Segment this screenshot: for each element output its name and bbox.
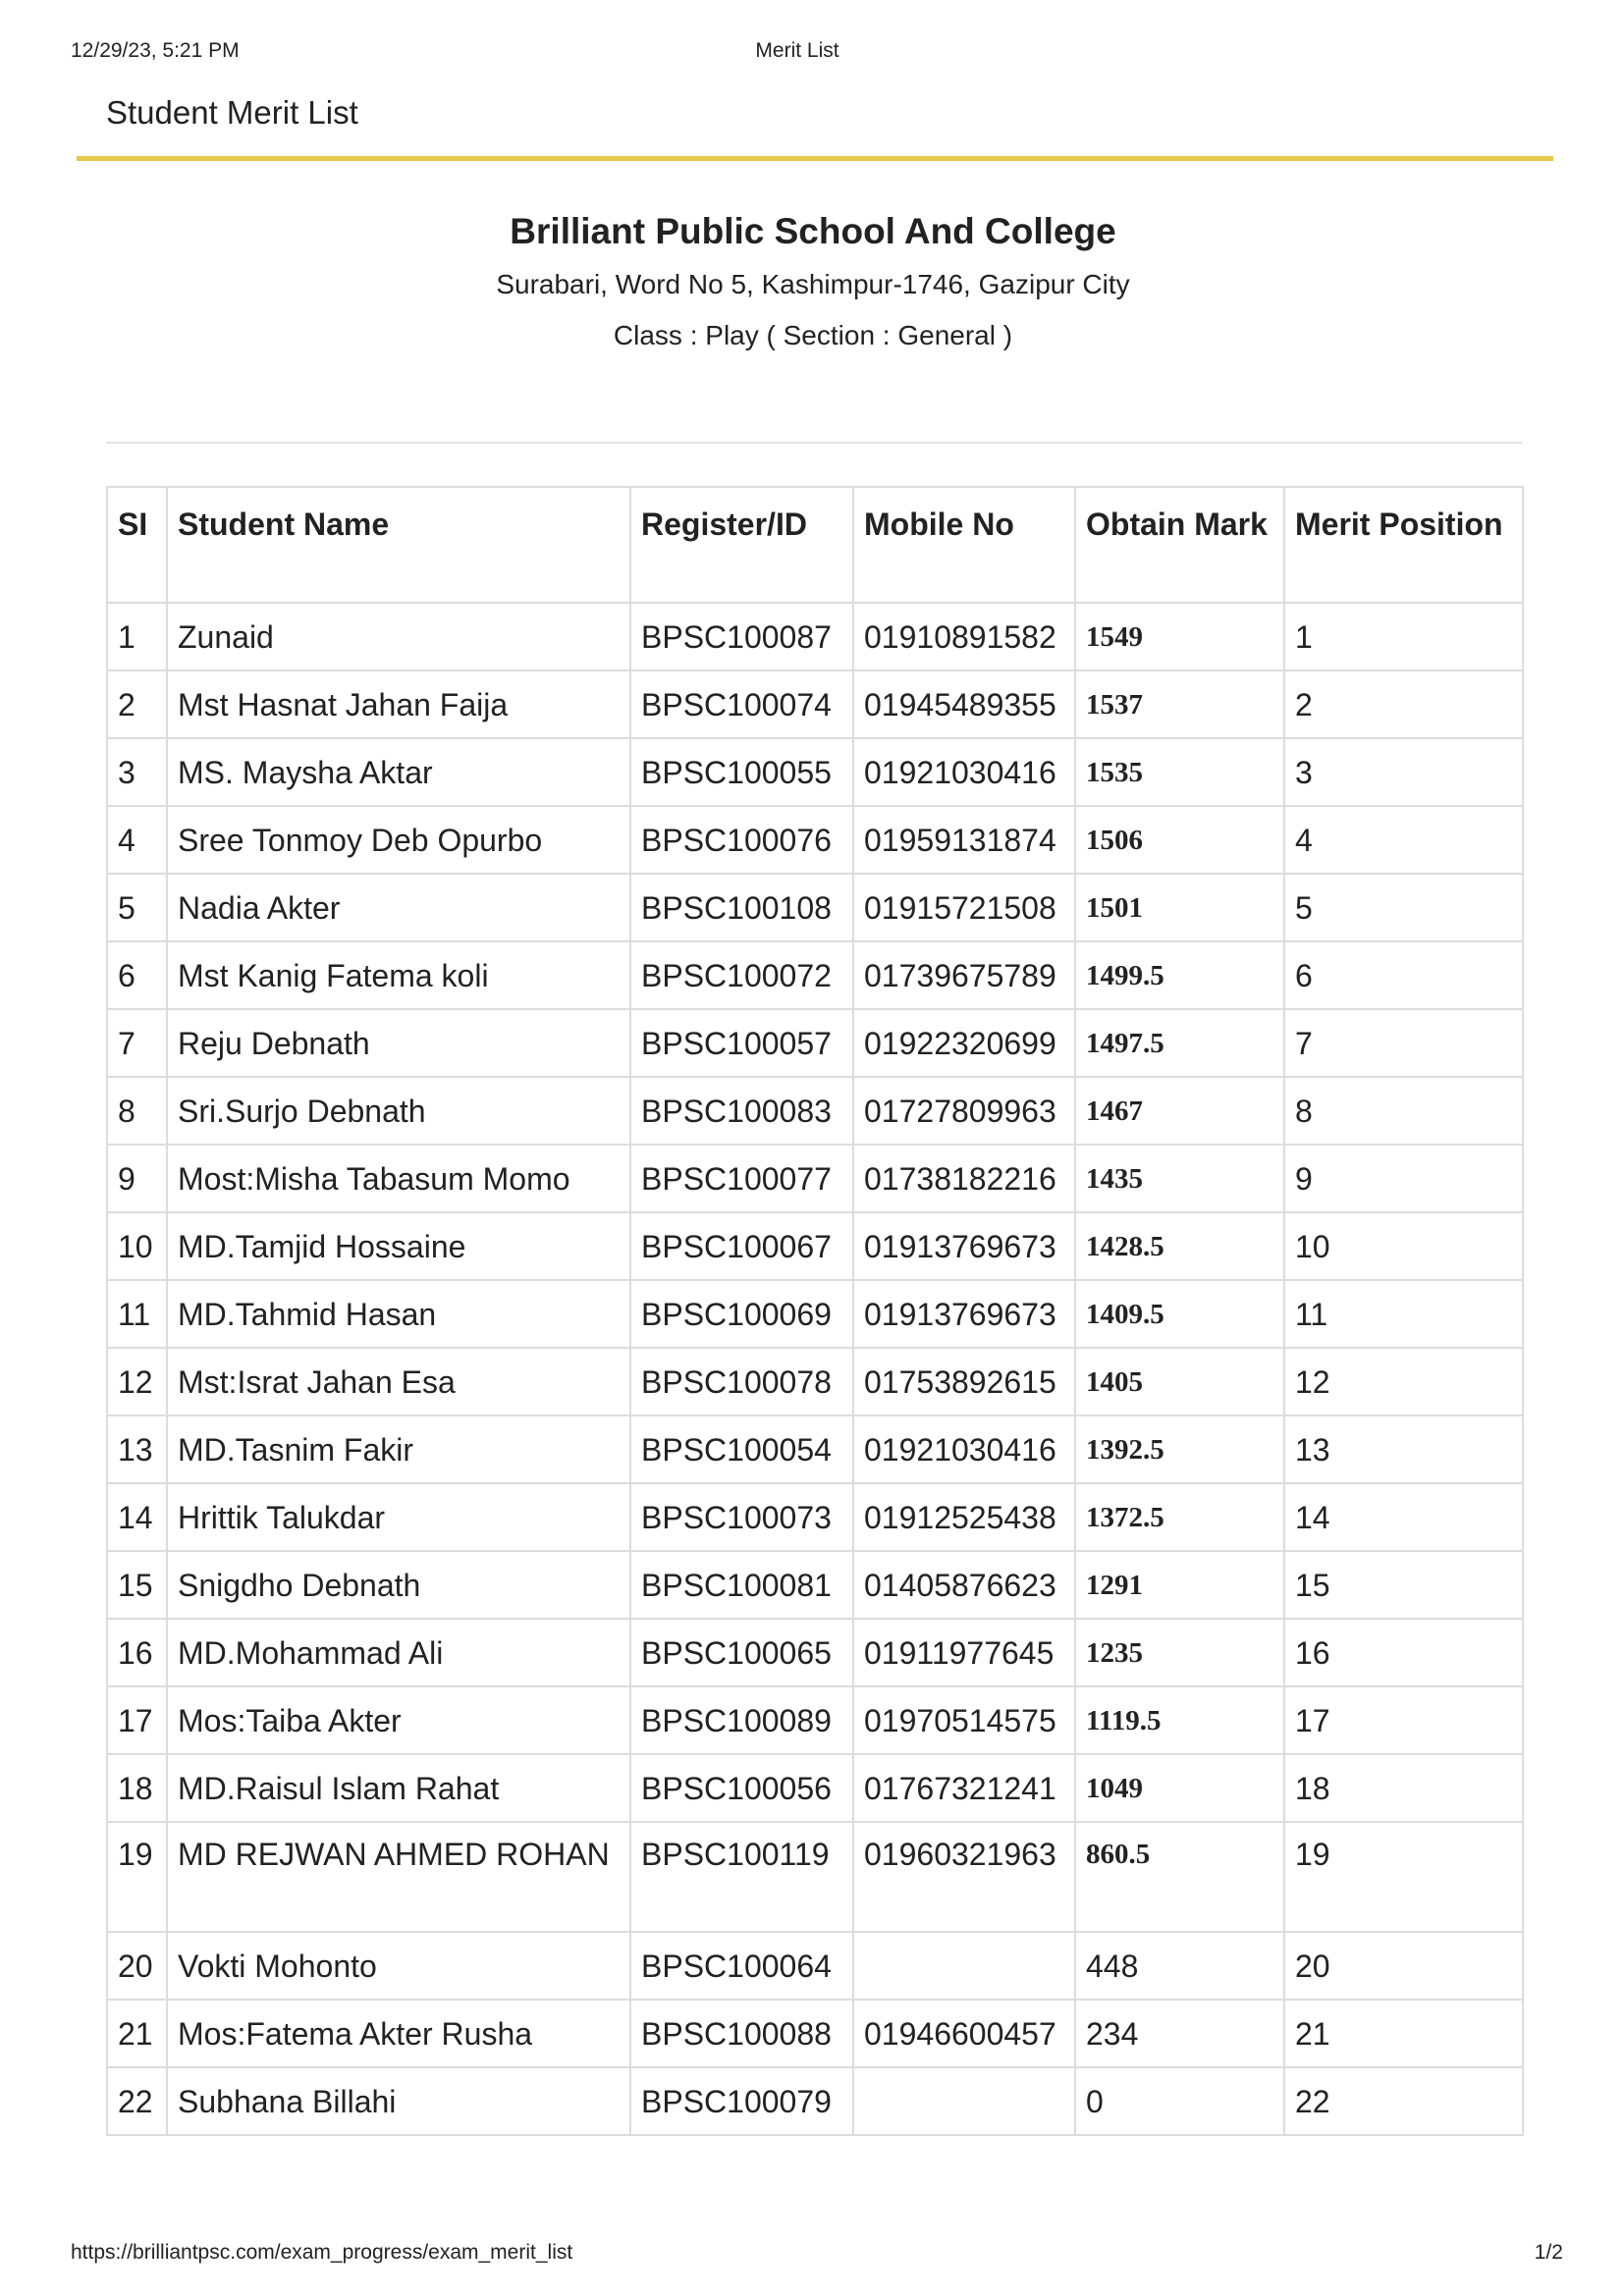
- cell-student-name: Most:Misha Tabasum Momo: [167, 1145, 630, 1212]
- column-header-merit-position: Merit Position: [1284, 487, 1523, 603]
- cell-student-name: Vokti Mohonto: [167, 1932, 630, 2000]
- cell-student-name: MD.Mohammad Ali: [167, 1619, 630, 1686]
- cell-obtain-mark: 1435: [1075, 1145, 1284, 1212]
- cell-register-id: BPSC100077: [630, 1145, 853, 1212]
- cell-si: 14: [107, 1483, 167, 1551]
- cell-obtain-mark: 1372.5: [1075, 1483, 1284, 1551]
- cell-obtain-mark: 1535: [1075, 738, 1284, 806]
- cell-mobile-no: 01405876623: [853, 1551, 1075, 1619]
- cell-merit-position: 18: [1284, 1754, 1523, 1822]
- cell-register-id: BPSC100073: [630, 1483, 853, 1551]
- cell-obtain-mark: 1549: [1075, 603, 1284, 670]
- table-row: [107, 1280, 1523, 1348]
- cell-obtain-mark: 1537: [1075, 670, 1284, 738]
- cell-obtain-mark: 1291: [1075, 1551, 1284, 1619]
- table-row: [107, 1686, 1523, 1754]
- cell-register-id: BPSC100069: [630, 1280, 853, 1348]
- cell-merit-position: 22: [1284, 2067, 1523, 2135]
- table-row: [107, 603, 1523, 670]
- column-header-student-name: Student Name: [167, 487, 630, 603]
- cell-mobile-no: 01921030416: [853, 738, 1075, 806]
- cell-obtain-mark: 1428.5: [1075, 1212, 1284, 1280]
- cell-merit-position: 3: [1284, 738, 1523, 806]
- cell-merit-position: 2: [1284, 670, 1523, 738]
- cell-register-id: BPSC100072: [630, 941, 853, 1009]
- cell-mobile-no: 01910891582: [853, 603, 1075, 670]
- class-section: Class : Play ( Section : General ): [613, 320, 1013, 350]
- cell-merit-position: 10: [1284, 1212, 1523, 1280]
- cell-si: 12: [107, 1348, 167, 1415]
- table-row: [107, 738, 1523, 806]
- cell-mobile-no: 01738182216: [853, 1145, 1075, 1212]
- cell-register-id: BPSC100067: [630, 1212, 853, 1280]
- page-number: 1/2: [1534, 2241, 1563, 2264]
- table-row: [107, 874, 1523, 941]
- cell-obtain-mark: 1499.5: [1075, 941, 1284, 1009]
- cell-mobile-no: 01959131874: [853, 806, 1075, 874]
- column-header-obtain-mark: Obtain Mark: [1075, 487, 1284, 603]
- cell-student-name: MD.Tasnim Fakir: [167, 1415, 630, 1483]
- cell-student-name: Mst:Israt Jahan Esa: [167, 1348, 630, 1415]
- cell-mobile-no: 01945489355: [853, 670, 1075, 738]
- cell-student-name: Mos:Fatema Akter Rusha: [167, 2000, 630, 2067]
- section-divider: [106, 442, 1522, 444]
- cell-si: 4: [107, 806, 167, 874]
- cell-obtain-mark: 1405: [1075, 1348, 1284, 1415]
- cell-obtain-mark: 448: [1075, 1932, 1284, 2000]
- cell-si: 1: [107, 603, 167, 670]
- school-name: Brilliant Public School And College: [510, 211, 1116, 251]
- cell-mobile-no: 01921030416: [853, 1415, 1075, 1483]
- cell-student-name: Snigdho Debnath: [167, 1551, 630, 1619]
- cell-student-name: Mst Kanig Fatema koli: [167, 941, 630, 1009]
- cell-mobile-no: 01913769673: [853, 1280, 1075, 1348]
- cell-student-name: Zunaid: [167, 603, 630, 670]
- cell-merit-position: 15: [1284, 1551, 1523, 1619]
- merit-table-body: [107, 603, 1523, 2135]
- cell-merit-position: 4: [1284, 806, 1523, 874]
- cell-mobile-no: 01970514575: [853, 1686, 1075, 1754]
- table-row: [107, 1619, 1523, 1686]
- cell-merit-position: 6: [1284, 941, 1523, 1009]
- cell-si: 15: [107, 1551, 167, 1619]
- table-row: [107, 941, 1523, 1009]
- cell-si: 19: [107, 1822, 167, 1932]
- cell-student-name: Mos:Taiba Akter: [167, 1686, 630, 1754]
- cell-obtain-mark: 1119.5: [1075, 1686, 1284, 1754]
- cell-register-id: BPSC100087: [630, 603, 853, 670]
- cell-register-id: BPSC100054: [630, 1415, 853, 1483]
- cell-merit-position: 13: [1284, 1415, 1523, 1483]
- cell-student-name: MD.Tahmid Hasan: [167, 1280, 630, 1348]
- cell-merit-position: 14: [1284, 1483, 1523, 1551]
- table-row: [107, 1754, 1523, 1822]
- cell-obtain-mark: 234: [1075, 2000, 1284, 2067]
- cell-si: 2: [107, 670, 167, 738]
- cell-mobile-no: [853, 2067, 1075, 2135]
- cell-obtain-mark: 1501: [1075, 874, 1284, 941]
- cell-obtain-mark: 1409.5: [1075, 1280, 1284, 1348]
- merit-table: [106, 486, 1524, 2136]
- table-row: [107, 1348, 1523, 1415]
- cell-merit-position: 7: [1284, 1009, 1523, 1077]
- cell-student-name: Hrittik Talukdar: [167, 1483, 630, 1551]
- table-row: [107, 2067, 1523, 2135]
- cell-register-id: BPSC100076: [630, 806, 853, 874]
- print-header: [71, 39, 1524, 69]
- cell-si: 11: [107, 1280, 167, 1348]
- cell-mobile-no: 01753892615: [853, 1348, 1075, 1415]
- cell-register-id: BPSC100079: [630, 2067, 853, 2135]
- cell-mobile-no: 01727809963: [853, 1077, 1075, 1145]
- table-row: [107, 2000, 1523, 2067]
- cell-merit-position: 21: [1284, 2000, 1523, 2067]
- table-row: [107, 1822, 1523, 1932]
- cell-student-name: MS. Maysha Aktar: [167, 738, 630, 806]
- cell-register-id: BPSC100055: [630, 738, 853, 806]
- cell-mobile-no: 01739675789: [853, 941, 1075, 1009]
- cell-mobile-no: 01915721508: [853, 874, 1075, 941]
- cell-register-id: BPSC100078: [630, 1348, 853, 1415]
- cell-merit-position: 8: [1284, 1077, 1523, 1145]
- cell-merit-position: 1: [1284, 603, 1523, 670]
- heading-divider: [77, 156, 1553, 161]
- cell-register-id: BPSC100064: [630, 1932, 853, 2000]
- cell-obtain-mark: 1506: [1075, 806, 1284, 874]
- cell-si: 13: [107, 1415, 167, 1483]
- cell-student-name: Subhana Billahi: [167, 2067, 630, 2135]
- cell-register-id: BPSC100089: [630, 1686, 853, 1754]
- table-row: [107, 1415, 1523, 1483]
- cell-register-id: BPSC100119: [630, 1822, 853, 1932]
- cell-register-id: BPSC100088: [630, 2000, 853, 2067]
- cell-merit-position: 11: [1284, 1280, 1523, 1348]
- cell-register-id: BPSC100065: [630, 1619, 853, 1686]
- cell-si: 16: [107, 1619, 167, 1686]
- table-row: [107, 1483, 1523, 1551]
- cell-merit-position: 5: [1284, 874, 1523, 941]
- table-row: [107, 1551, 1523, 1619]
- cell-merit-position: 20: [1284, 1932, 1523, 2000]
- column-header-si: SI: [107, 487, 167, 603]
- table-header-row: [107, 487, 1523, 603]
- cell-obtain-mark: 1497.5: [1075, 1009, 1284, 1077]
- cell-si: 9: [107, 1145, 167, 1212]
- page-url: https://brilliantpsc.com/exam_progress/exam_merit_list: [71, 2241, 573, 2264]
- cell-merit-position: 17: [1284, 1686, 1523, 1754]
- cell-student-name: Nadia Akter: [167, 874, 630, 941]
- cell-si: 3: [107, 738, 167, 806]
- page-title: Student Merit List: [106, 94, 358, 131]
- table-row: [107, 1145, 1523, 1212]
- cell-register-id: BPSC100108: [630, 874, 853, 941]
- cell-merit-position: 19: [1284, 1822, 1523, 1932]
- cell-si: 21: [107, 2000, 167, 2067]
- cell-student-name: MD REJWAN AHMED ROHAN: [167, 1822, 630, 1932]
- school-address: Surabari, Word No 5, Kashimpur-1746, Gazipur City: [496, 269, 1130, 299]
- cell-register-id: BPSC100081: [630, 1551, 853, 1619]
- cell-mobile-no: 01960321963: [853, 1822, 1075, 1932]
- cell-register-id: BPSC100057: [630, 1009, 853, 1077]
- cell-register-id: BPSC100056: [630, 1754, 853, 1822]
- cell-obtain-mark: 1235: [1075, 1619, 1284, 1686]
- column-header-register-id: Register/ID: [630, 487, 853, 603]
- cell-mobile-no: 01911977645: [853, 1619, 1075, 1686]
- table-row: [107, 670, 1523, 738]
- cell-mobile-no: 01913769673: [853, 1212, 1075, 1280]
- cell-si: 22: [107, 2067, 167, 2135]
- cell-register-id: BPSC100083: [630, 1077, 853, 1145]
- table-row: [107, 1077, 1523, 1145]
- cell-obtain-mark: 1049: [1075, 1754, 1284, 1822]
- cell-obtain-mark: 860.5: [1075, 1822, 1284, 1932]
- cell-student-name: Sree Tonmoy Deb Opurbo: [167, 806, 630, 874]
- cell-merit-position: 12: [1284, 1348, 1523, 1415]
- table-row: [107, 1212, 1523, 1280]
- column-header-mobile-no: Mobile No: [853, 487, 1075, 603]
- cell-si: 6: [107, 941, 167, 1009]
- cell-mobile-no: 01767321241: [853, 1754, 1075, 1822]
- print-datetime: 12/29/23, 5:21 PM: [71, 39, 240, 62]
- cell-student-name: Mst Hasnat Jahan Faija: [167, 670, 630, 738]
- cell-mobile-no: [853, 1932, 1075, 2000]
- cell-mobile-no: 01912525438: [853, 1483, 1075, 1551]
- cell-obtain-mark: 1467: [1075, 1077, 1284, 1145]
- cell-si: 20: [107, 1932, 167, 2000]
- table-row: [107, 1009, 1523, 1077]
- table-row: [107, 1932, 1523, 2000]
- cell-si: 18: [107, 1754, 167, 1822]
- cell-si: 5: [107, 874, 167, 941]
- cell-si: 8: [107, 1077, 167, 1145]
- cell-si: 10: [107, 1212, 167, 1280]
- cell-student-name: MD.Raisul Islam Rahat: [167, 1754, 630, 1822]
- cell-merit-position: 9: [1284, 1145, 1523, 1212]
- table-row: [107, 806, 1523, 874]
- cell-register-id: BPSC100074: [630, 670, 853, 738]
- print-title: Merit List: [755, 39, 839, 62]
- cell-obtain-mark: 1392.5: [1075, 1415, 1284, 1483]
- cell-mobile-no: 01946600457: [853, 2000, 1075, 2067]
- cell-student-name: MD.Tamjid Hossaine: [167, 1212, 630, 1280]
- cell-mobile-no: 01922320699: [853, 1009, 1075, 1077]
- cell-si: 17: [107, 1686, 167, 1754]
- cell-merit-position: 16: [1284, 1619, 1523, 1686]
- cell-student-name: Sri.Surjo Debnath: [167, 1077, 630, 1145]
- cell-student-name: Reju Debnath: [167, 1009, 630, 1077]
- cell-obtain-mark: 0: [1075, 2067, 1284, 2135]
- cell-si: 7: [107, 1009, 167, 1077]
- school-info: [106, 206, 1520, 361]
